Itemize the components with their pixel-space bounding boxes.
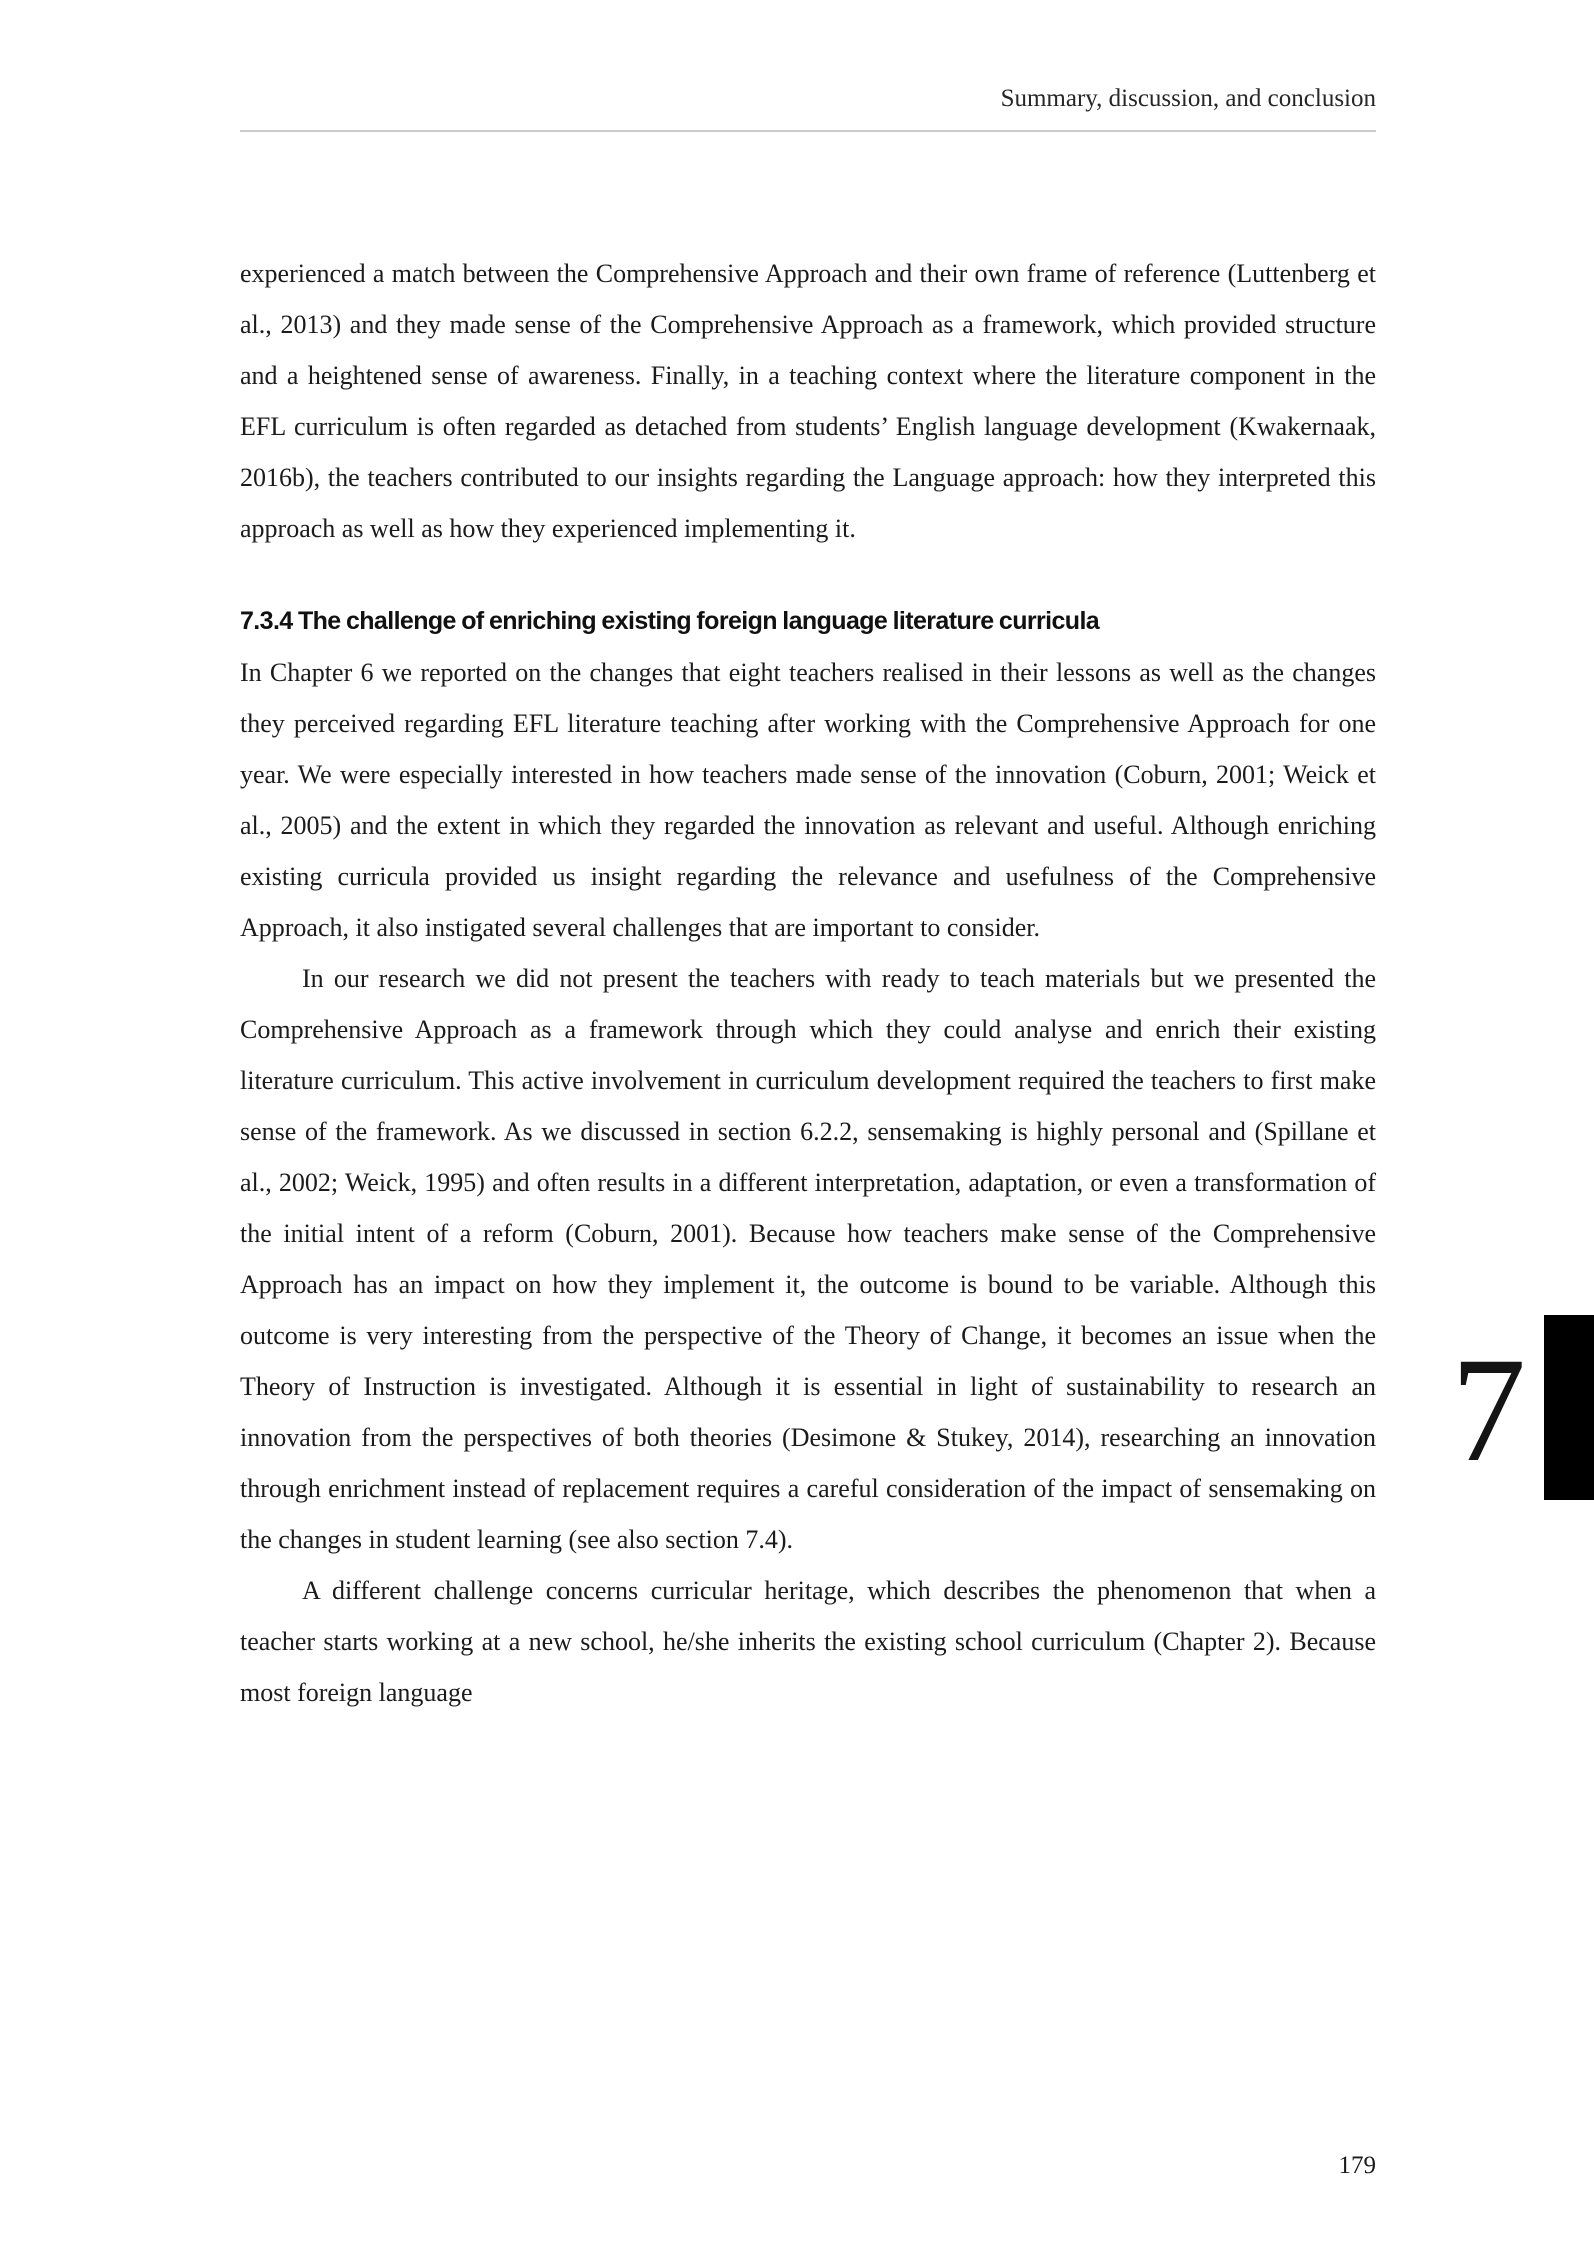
section-heading: 7.3.4 The challenge of enriching existing foreign language literature curricula <box>240 607 1100 635</box>
running-header: Summary, discussion, and conclusion <box>1000 85 1376 112</box>
paragraph: experienced a match between the Comprehensive Approach and their own frame of reference (Luttenberg et al., 2013) and they made sense of the Comprehensive Approach as a framework, which provided structure and a heightened sense of awareness. Finally, in a teaching context where the literature component in the EFL curriculum is often regarded as detached from students’ English language development (Kwakernaak, 2016b), the teachers contributed to our insights regarding the Language approach: how they interpreted this approach as well as how they experienced implementing it. <box>240 259 1376 543</box>
chapter-tab-marker <box>1544 1315 1594 1500</box>
paragraph: In Chapter 6 we reported on the changes that eight teachers realised in their lessons as well as the changes they perceived regarding EFL literature teaching after working with the Comprehensive Approach for one year. We were especially interested in how teachers made sense of the innovation (Coburn, 2001; Weick et al., 2005) and the extent in which they regarded the innovation as relevant and useful. Although enriching existing curricula provided us insight regarding the relevance and usefulness of the Comprehensive Approach, it also instigated several challenges that are important to consider. <box>240 658 1376 942</box>
paragraph: In our research we did not present the teachers with ready to teach materials but we presented the Comprehensive Approach as a framework through which they could analyse and enrich their existing literature curriculum. This active involvement in curriculum development required the teachers to first make sense of the framework. As we discussed in section 6.2.2, sensemaking is highly personal and (Spillane et al., 2002; Weick, 1995) and often results in a different interpretation, adaptation, or even a transformation of the initial intent of a reform (Coburn, 2001). Because how teachers make sense of the Comprehensive Approach has an impact on how they implement it, the outcome is bound to be variable. Although this outcome is very interesting from the perspective of the Theory of Change, it becomes an issue when the Theory of Instruction is investigated. Although it is essential in light of sustainability to research an innovation from the perspectives of both theories (Desimone & Stukey, 2014), researching an innovation through enrichment instead of replacement requires a careful consideration of the impact of sensemaking on the changes in student learning (see also section 7.4). <box>240 964 1376 1554</box>
chapter-number: 7 <box>1451 1327 1526 1493</box>
paragraph: A different challenge concerns curricular heritage, which describes the phenomenon that when a teacher starts working at a new school, he/she inherits the existing school curriculum (Chapter 2). Because most foreign language <box>240 1576 1376 1707</box>
page-number: 179 <box>1338 2152 1376 2179</box>
body-text-column <box>240 248 1376 1718</box>
header-rule <box>240 130 1376 132</box>
